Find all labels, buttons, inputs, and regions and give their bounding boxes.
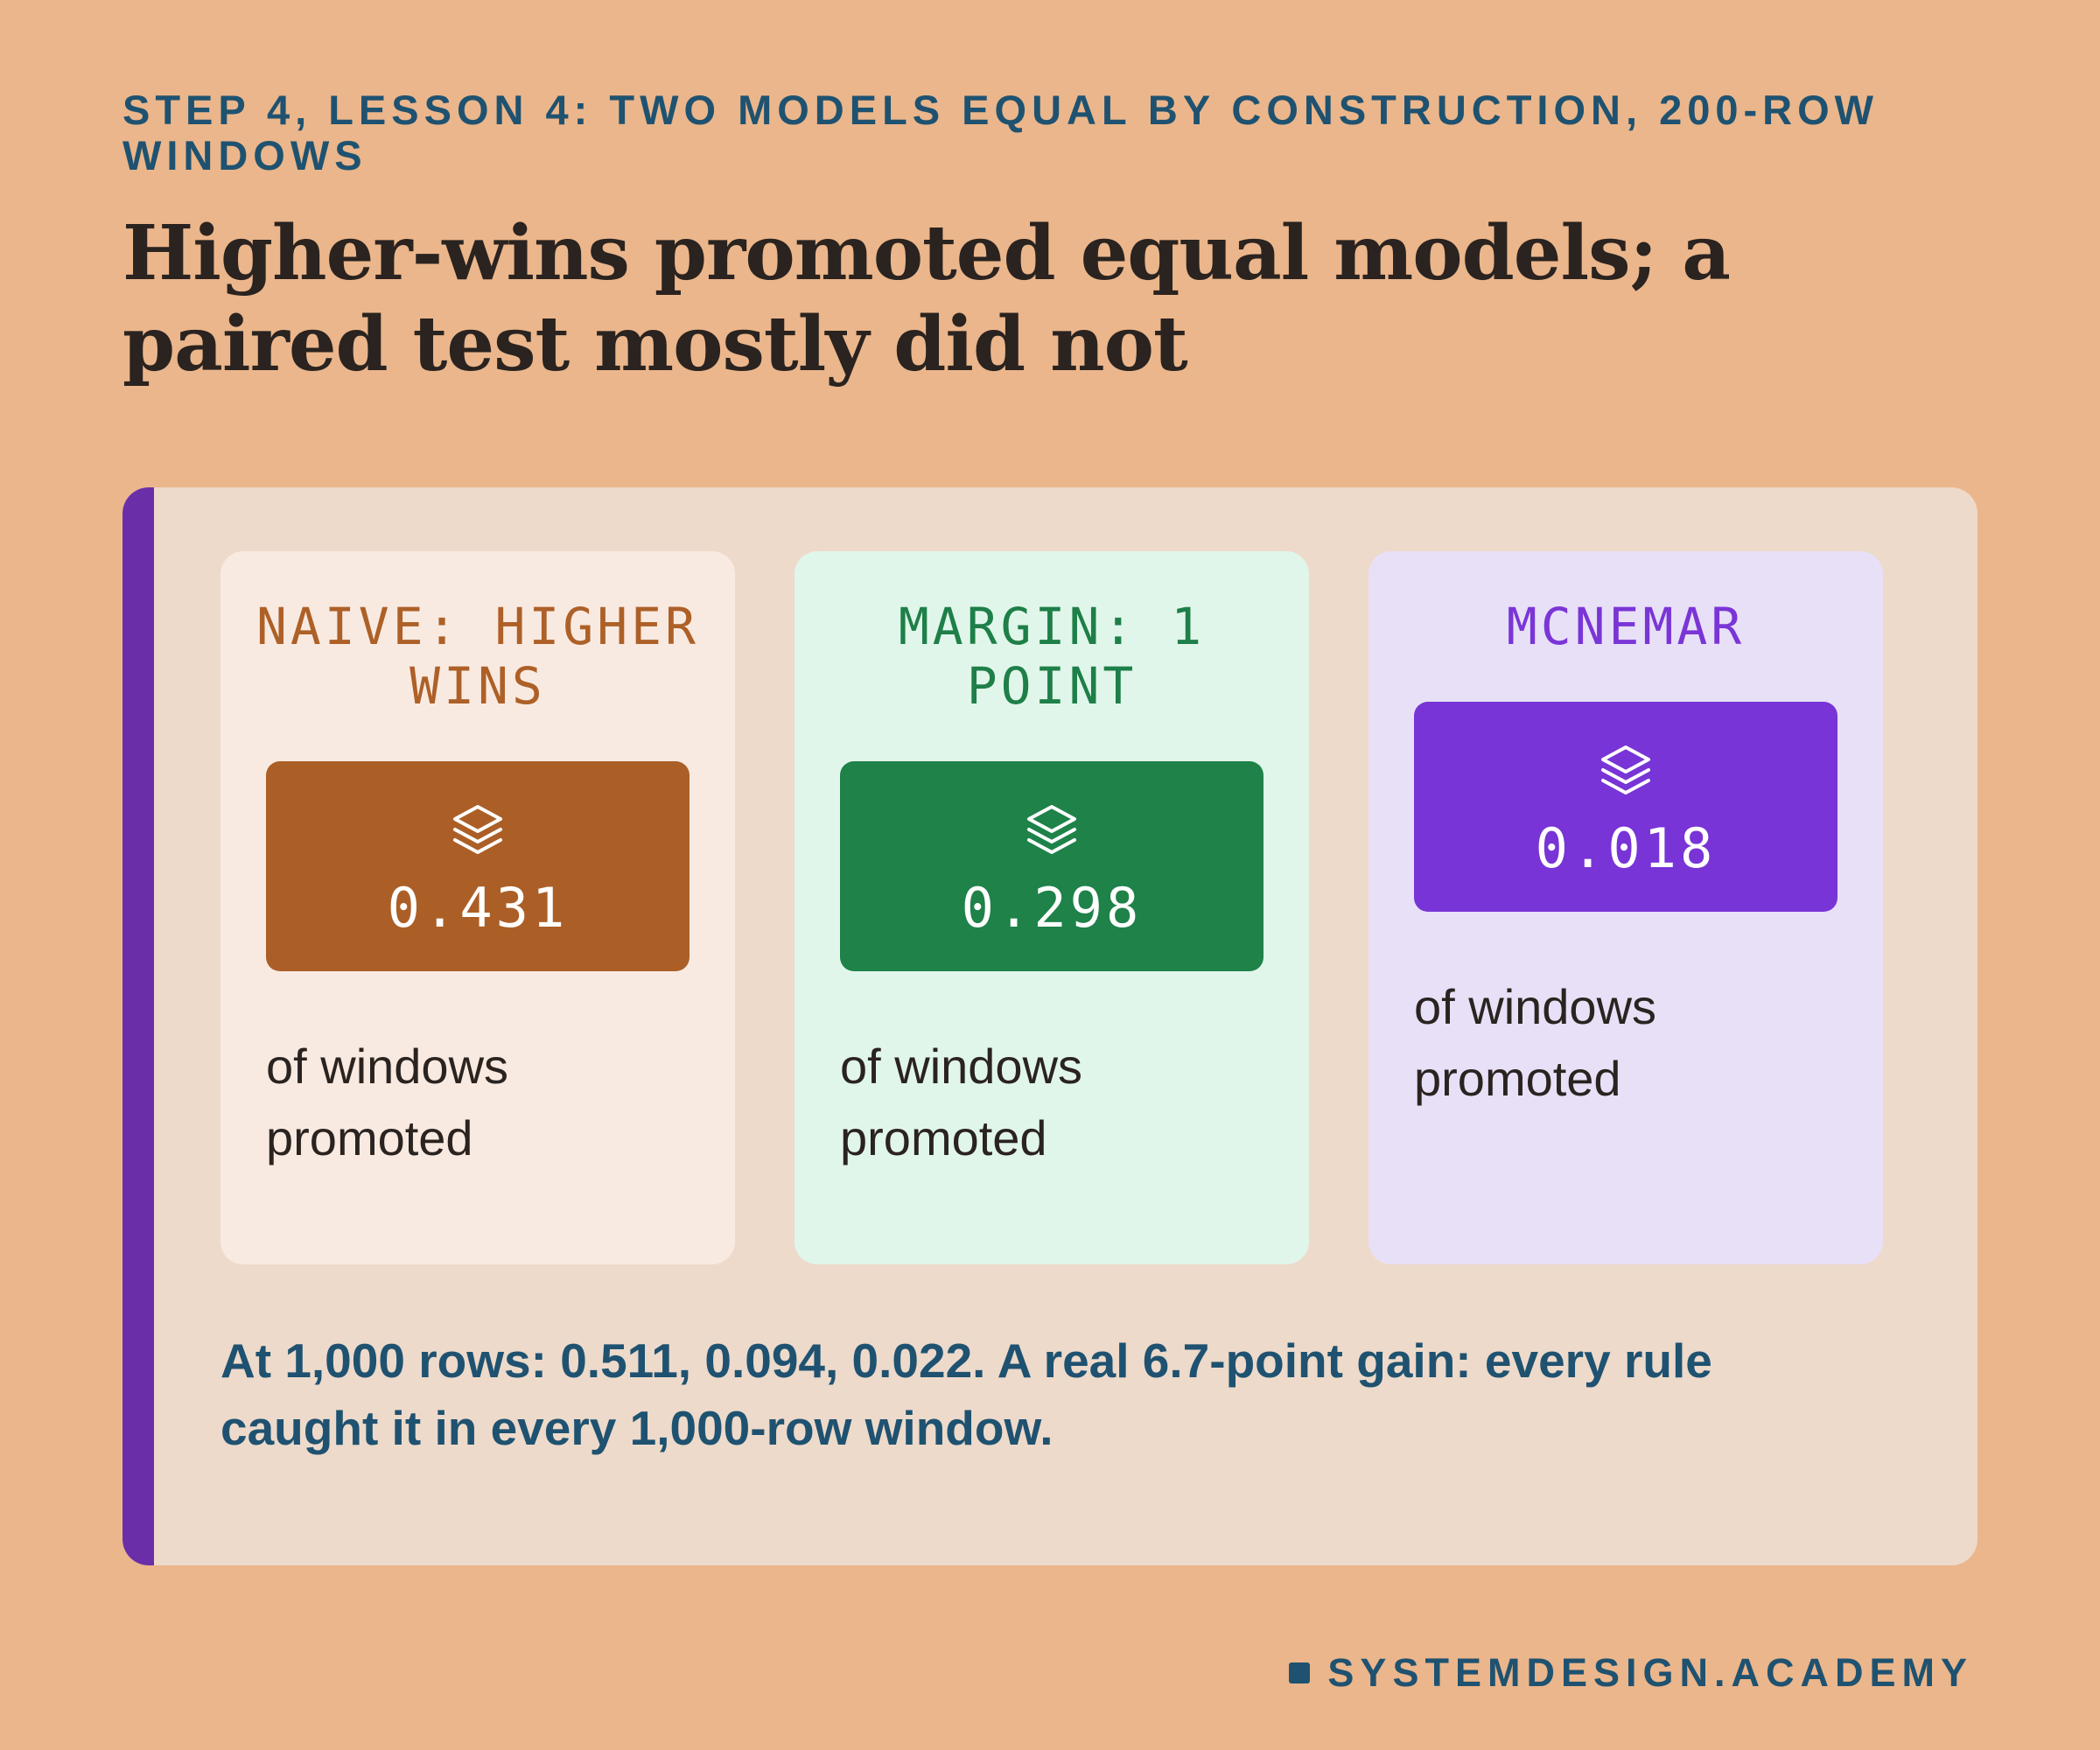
results-panel xyxy=(122,487,1978,1565)
brand-square-icon xyxy=(1289,1662,1310,1684)
card-naive-higher-wins xyxy=(220,551,735,1264)
layers-icon xyxy=(450,802,506,858)
layers-icon xyxy=(1024,802,1080,858)
card-mcnemar xyxy=(1368,551,1883,1264)
brand-mark xyxy=(1289,1647,1973,1699)
stat-box xyxy=(840,761,1264,971)
layers-icon xyxy=(1598,742,1654,798)
page-title: Higher-wins promoted equal models; a paired test mostly did not xyxy=(122,209,1730,388)
stat-value: 0.018 xyxy=(1535,816,1717,880)
brand-name: SYSTEMDESIGN.ACADEMY xyxy=(1327,1650,1973,1695)
footnote: At 1,000 rows: 0.511, 0.094, 0.022. A real 6.7-point gain: every rule caught it in every 1,000-row window. xyxy=(220,1334,1712,1455)
card-title: MARGIN: 1 POINT xyxy=(898,597,1206,716)
card-title: MCNEMAR xyxy=(1506,597,1746,656)
stat-caption: of windows promoted xyxy=(1414,979,1657,1106)
panel-accent-bar xyxy=(122,487,154,1565)
stat-caption: of windows promoted xyxy=(266,1039,509,1166)
lesson-kicker: STEP 4, LESSON 4: TWO MODELS EQUAL BY CONSTRUCTION, 200-ROW WINDOWS xyxy=(122,87,1880,178)
stat-box xyxy=(266,761,690,971)
stat-box xyxy=(1414,702,1838,912)
stat-value: 0.431 xyxy=(387,876,569,940)
card-title: NAIVE: HIGHER WINS xyxy=(256,597,699,716)
card-margin-1-point xyxy=(794,551,1309,1264)
stat-caption: of windows promoted xyxy=(840,1039,1083,1166)
stat-value: 0.298 xyxy=(961,876,1143,940)
